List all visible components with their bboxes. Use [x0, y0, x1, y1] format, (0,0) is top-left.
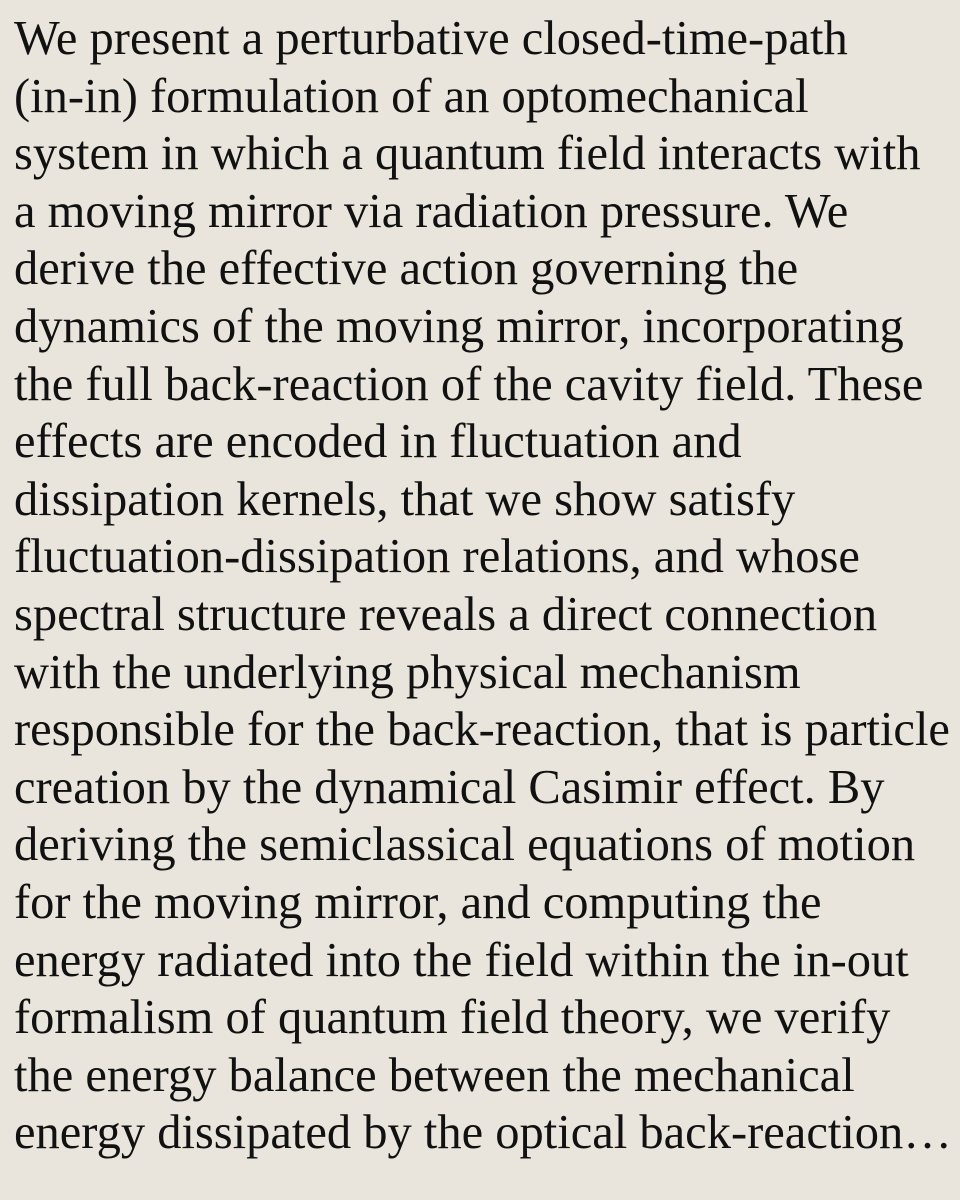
- abstract-line: effects are encoded in fluctuation and: [14, 415, 742, 469]
- abstract-line: the full back-reaction of the cavity field. These: [14, 357, 924, 411]
- abstract-line: fluctuation-dissipation relations, and whose: [14, 530, 860, 584]
- abstract-line: energy dissipated by the optical back-reaction…: [14, 1106, 952, 1160]
- abstract-line: for the moving mirror, and computing the: [14, 875, 822, 929]
- abstract-text: [14, 10, 952, 1162]
- abstract-line: system in which a quantum field interacts with: [14, 127, 921, 181]
- abstract-line: dynamics of the moving mirror, incorporating: [14, 299, 904, 353]
- abstract-line: with the underlying physical mechanism: [14, 645, 801, 699]
- abstract-line: formalism of quantum field theory, we verify: [14, 991, 891, 1045]
- abstract-line: a moving mirror via radiation pressure. We: [14, 184, 849, 238]
- abstract-line: derive the effective action governing the: [14, 242, 799, 296]
- abstract-line: deriving the semiclassical equations of motion: [14, 818, 916, 872]
- abstract-line: dissipation kernels, that we show satisfy: [14, 472, 796, 526]
- abstract-line: energy radiated into the field within the in-out: [14, 933, 909, 987]
- abstract-line: spectral structure reveals a direct connection: [14, 587, 878, 641]
- abstract-line: We present a perturbative closed-time-path: [14, 12, 848, 65]
- abstract-line: creation by the dynamical Casimir effect. By: [14, 760, 885, 814]
- abstract-line: (in-in) formulation of an optomechanical: [14, 69, 809, 123]
- abstract-line: responsible for the back-reaction, that is particle: [14, 703, 950, 757]
- abstract-line: the energy balance between the mechanical: [14, 1048, 855, 1102]
